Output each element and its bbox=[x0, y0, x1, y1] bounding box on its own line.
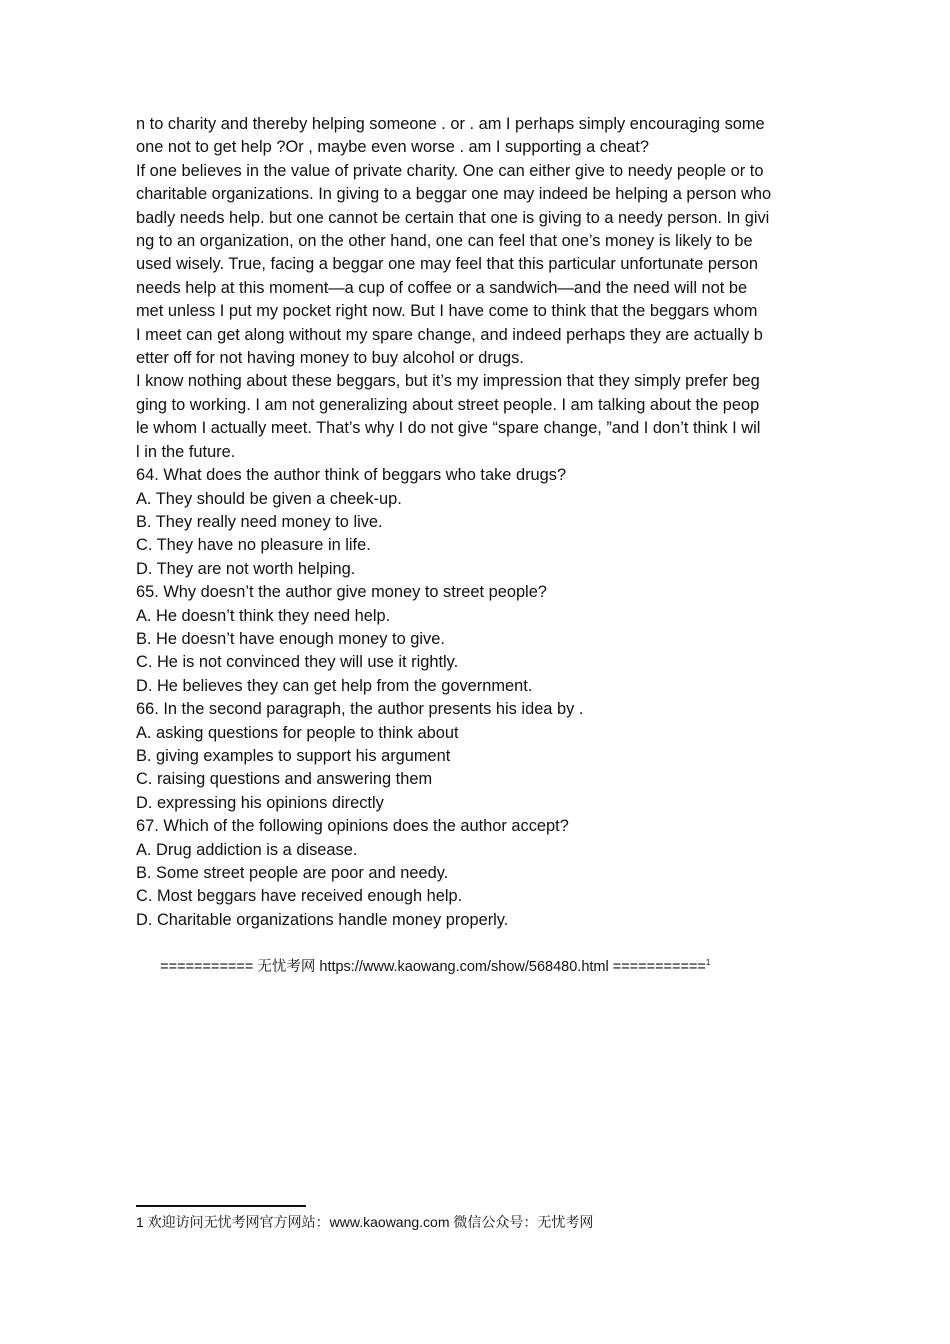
footnote-divider bbox=[136, 1205, 306, 1207]
answer-option: C. Most beggars have received enough help. bbox=[136, 887, 463, 906]
passage-line: one not to get help ?Or , maybe even worse . am I supporting a cheat? bbox=[136, 138, 649, 157]
passage-line: l in the future. bbox=[136, 442, 236, 461]
passage-line: etter off for not having money to buy alcohol or drugs. bbox=[136, 349, 524, 368]
answer-option: D. They are not worth helping. bbox=[136, 559, 356, 578]
question-stem: 64. What does the author think of beggars who take drugs? bbox=[136, 466, 567, 485]
answer-option: D. Charitable organizations handle money properly. bbox=[136, 910, 509, 929]
document-body bbox=[136, 113, 816, 1002]
question-65 bbox=[136, 581, 816, 698]
answer-option: A. Drug addiction is a disease. bbox=[136, 840, 358, 859]
answer-option: C. raising questions and answering them bbox=[136, 770, 433, 789]
question-stem: 65. Why doesn’t the author give money to street people? bbox=[136, 583, 547, 602]
answer-option: B. giving examples to support his argument bbox=[136, 746, 451, 765]
answer-option: D. expressing his opinions directly bbox=[136, 793, 384, 812]
passage-line: ng to an organization, on the other hand, one can feel that one’s money is likely to be bbox=[136, 232, 753, 251]
passage-line: le whom I actually meet. That’s why I do not give “spare change, ”and I don’t think I wil bbox=[136, 419, 761, 438]
answer-option: C. He is not convinced they will use it rightly. bbox=[136, 653, 459, 672]
question-stem: 66. In the second paragraph, the author presents his idea by . bbox=[136, 700, 584, 719]
passage-line: needs help at this moment—a cup of coffee or a sandwich—and the need will not be bbox=[136, 278, 748, 297]
passage-line: I know nothing about these beggars, but it’s my impression that they simply prefer beg bbox=[136, 372, 760, 391]
question-stem: 67. Which of the following opinions does the author accept? bbox=[136, 817, 569, 836]
footnote: 1 欢迎访问无忧考网官方网站：www.kaowang.com 微信公众号：无忧考网 bbox=[136, 1214, 594, 1230]
question-64 bbox=[136, 464, 816, 581]
passage-line: met unless I put my pocket right now. But I have come to think that the beggars whom bbox=[136, 302, 758, 321]
question-67 bbox=[136, 815, 816, 932]
answer-option: C. They have no pleasure in life. bbox=[136, 536, 371, 555]
answer-option: A. They should be given a cheek-up. bbox=[136, 489, 402, 508]
question-66 bbox=[136, 698, 816, 815]
passage-line: ging to working. I am not generalizing about street people. I am talking about the peop bbox=[136, 395, 760, 414]
passage-line: charitable organizations. In giving to a beggar one may indeed be helping a person who bbox=[136, 185, 772, 204]
passage-line: I meet can get along without my spare change, and indeed perhaps they are actually b bbox=[136, 325, 763, 344]
source-separator-text: =========== 无忧考网 https://www.kaowang.com/show/568480.html =========== bbox=[160, 958, 706, 975]
passage-line: n to charity and thereby helping someone . or . am I perhaps simply encouraging some bbox=[136, 115, 765, 133]
passage-line: used wisely. True, facing a beggar one may feel that this particular unfortunate person bbox=[136, 255, 758, 274]
answer-option: B. They really need money to live. bbox=[136, 512, 383, 531]
passage-line: If one believes in the value of private charity. One can either give to needy people or to bbox=[136, 161, 764, 180]
source-separator bbox=[136, 932, 816, 1002]
answer-option: D. He believes they can get help from the government. bbox=[136, 676, 533, 695]
footnote-reference: 1 bbox=[705, 957, 711, 967]
passage-line: badly needs help. but one cannot be certain that one is giving to a needy person. In givi bbox=[136, 208, 770, 227]
answer-option: A. He doesn’t think they need help. bbox=[136, 606, 391, 625]
answer-option: B. Some street people are poor and needy. bbox=[136, 864, 449, 882]
answer-option: A. asking questions for people to think about bbox=[136, 723, 459, 742]
answer-option: B. He doesn’t have enough money to give. bbox=[136, 629, 445, 648]
passage bbox=[136, 113, 816, 464]
